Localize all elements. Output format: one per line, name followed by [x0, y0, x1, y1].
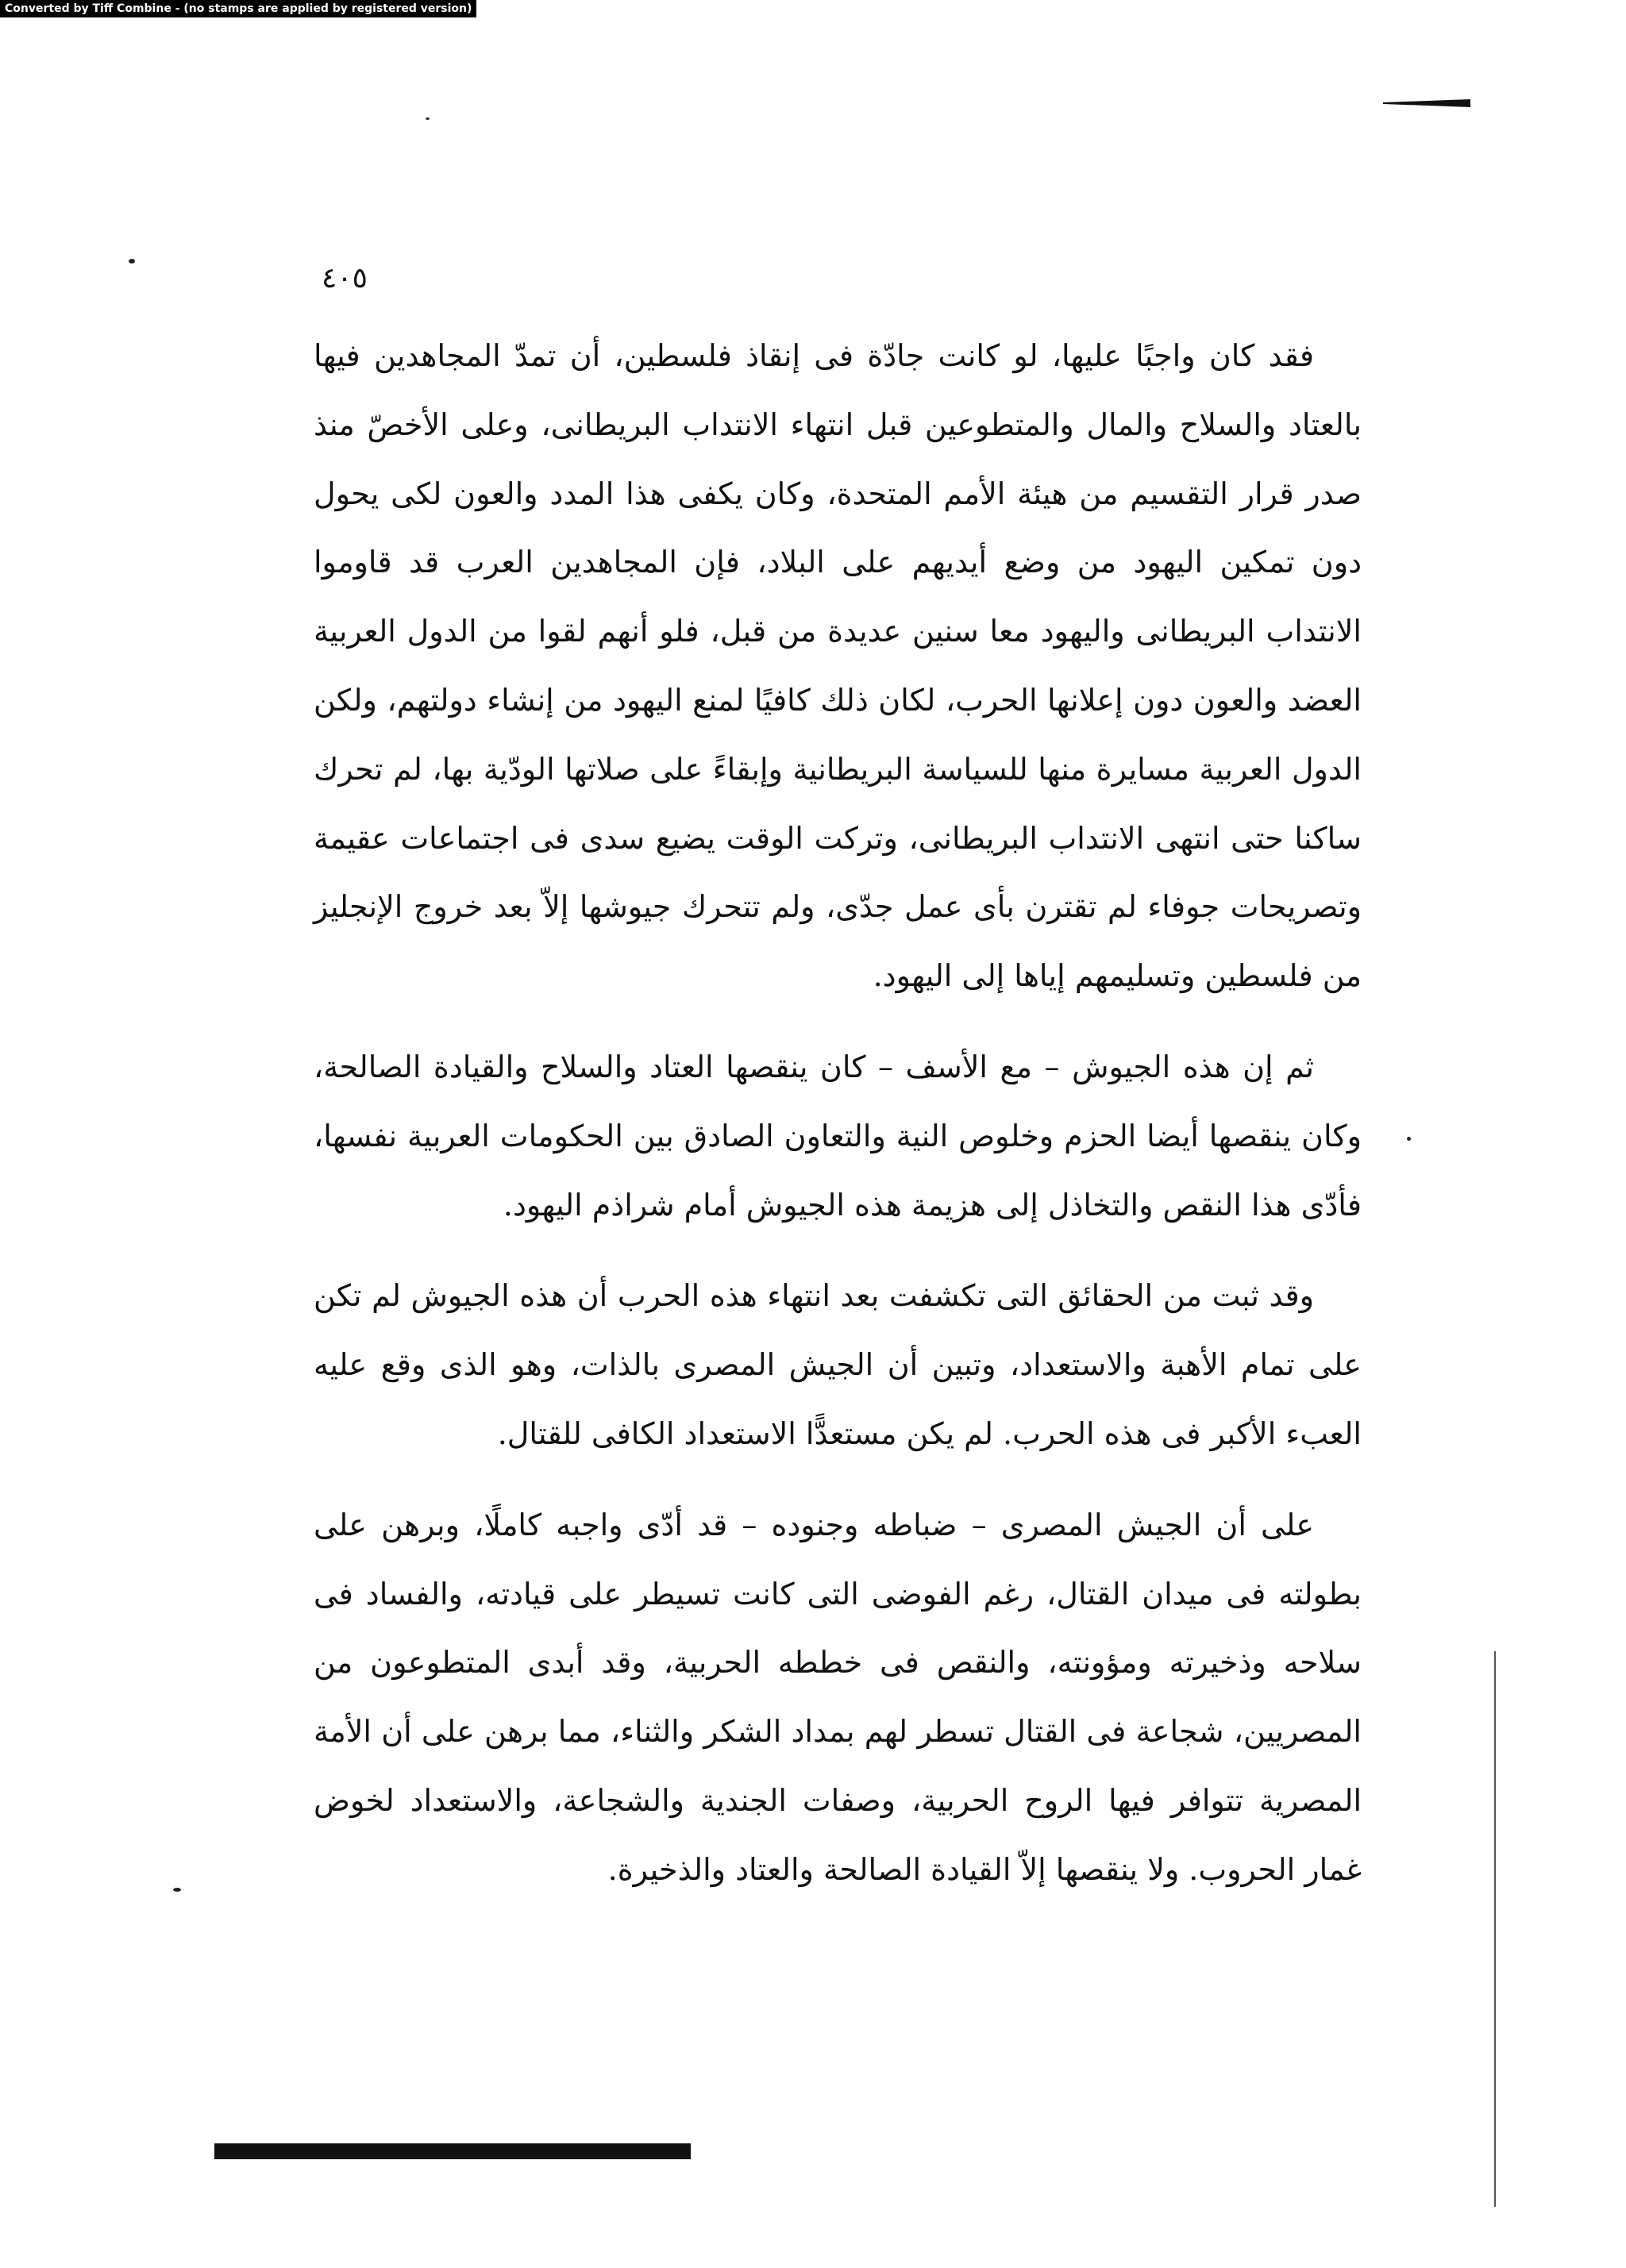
- scan-margin-line: [1494, 1651, 1496, 2207]
- scan-speck: [1407, 1137, 1411, 1141]
- scan-speck: [129, 259, 135, 264]
- scan-speck: [426, 117, 430, 120]
- paragraph-3: وقد ثبت من الحقائق التى تكشفت بعد انتهاء هذه الحرب أن هذه الجيوش لم تكن على تمام الأهبة والاستعداد، وتبين أن الجيش المصرى بالذات، وهو الذى وقع عليه العبء الأكبر فى هذه الحرب. لم يكن مستعدًّا الاستعداد الكافى للقتال.: [314, 1278, 1362, 1451]
- paragraph-2: ثم إن هذه الجيوش – مع الأسف – كان ينقصها العتاد والسلاح والقيادة الصالحة، وكان ينقصها أيضا الحزم وخلوص النية والتعاون الصادق بين الحكومات العربية نفسها، فأدّى هذا النقص والتخاذل إلى هزيمة هذه الجيوش أمام شراذم اليهود.: [314, 1049, 1362, 1223]
- page-number: ٤٠٥: [322, 262, 368, 295]
- converter-watermark: Converted by Tiff Combine - (no stamps are applied by registered version): [0, 0, 476, 17]
- paragraph-1: فقد كان واجبًا عليها، لو كانت جادّة فى إنقاذ فلسطين، أن تمدّ المجاهدين فيها بالعتاد والسلاح والمال والمتطوعين قبل انتهاء الانتداب البريطانى، وعلى الأخصّ منذ صدر قرار التقسيم من هيئة الأمم المتحدة، وكان يكفى هذا المدد والعون لكى يحول دون تمكين اليهود من وضع أيديهم على البلاد، فإن المجاهدين العرب قد قاوموا الانتداب البريطانى واليهود معا سنين عديدة من قبل، فلو أنهم لقوا من الدول العربية العضد والعون دون إعلانها الحرب، لكان ذلك كافيًا لمنع اليهود من إنشاء دولتهم، ولكن الدول العربية مسايرة منها للسياسة البريطانية وإبقاءً على صلاتها الودّية بها، لم تحرك ساكنا حتى انتهى الانتداب البريطانى، وتركت الوقت يضيع سدى فى اجتماعات عقيمة وتصريحات جوفاء لم تقترن بأى عمل جدّى، ولم تتحرك جيوشها إلاّ بعد خروج الإنجليز من فلسطين وتسليمهم إياها إلى اليهود.: [314, 338, 1362, 994]
- top-rule-mark: [1383, 99, 1470, 107]
- paragraph-4: على أن الجيش المصرى – ضباطه وجنوده – قد أدّى واجبه كاملًا، وبرهن على بطولته فى ميدان القتال، رغم الفوضى التى كانت تسيطر على قيادته، والفساد فى سلاحه وذخيرته ومؤونته، والنقص فى خططه الحربية، وقد أبدى المتطوعون من المصريين، شجاعة فى القتال تسطر لهم بمداد الشكر والثناء، مما برهن على أن الأمة المصرية تتوافر فيها الروح الحربية، وصفات الجندية والشجاعة، والاستعداد لخوض غمار الحروب. ولا ينقصها إلاّ القيادة الصالحة والعتاد والذخيرة.: [314, 1507, 1362, 1887]
- scan-speck: [173, 1888, 181, 1892]
- bottom-rule-mark: [214, 2143, 691, 2159]
- body-text: [314, 322, 1362, 1904]
